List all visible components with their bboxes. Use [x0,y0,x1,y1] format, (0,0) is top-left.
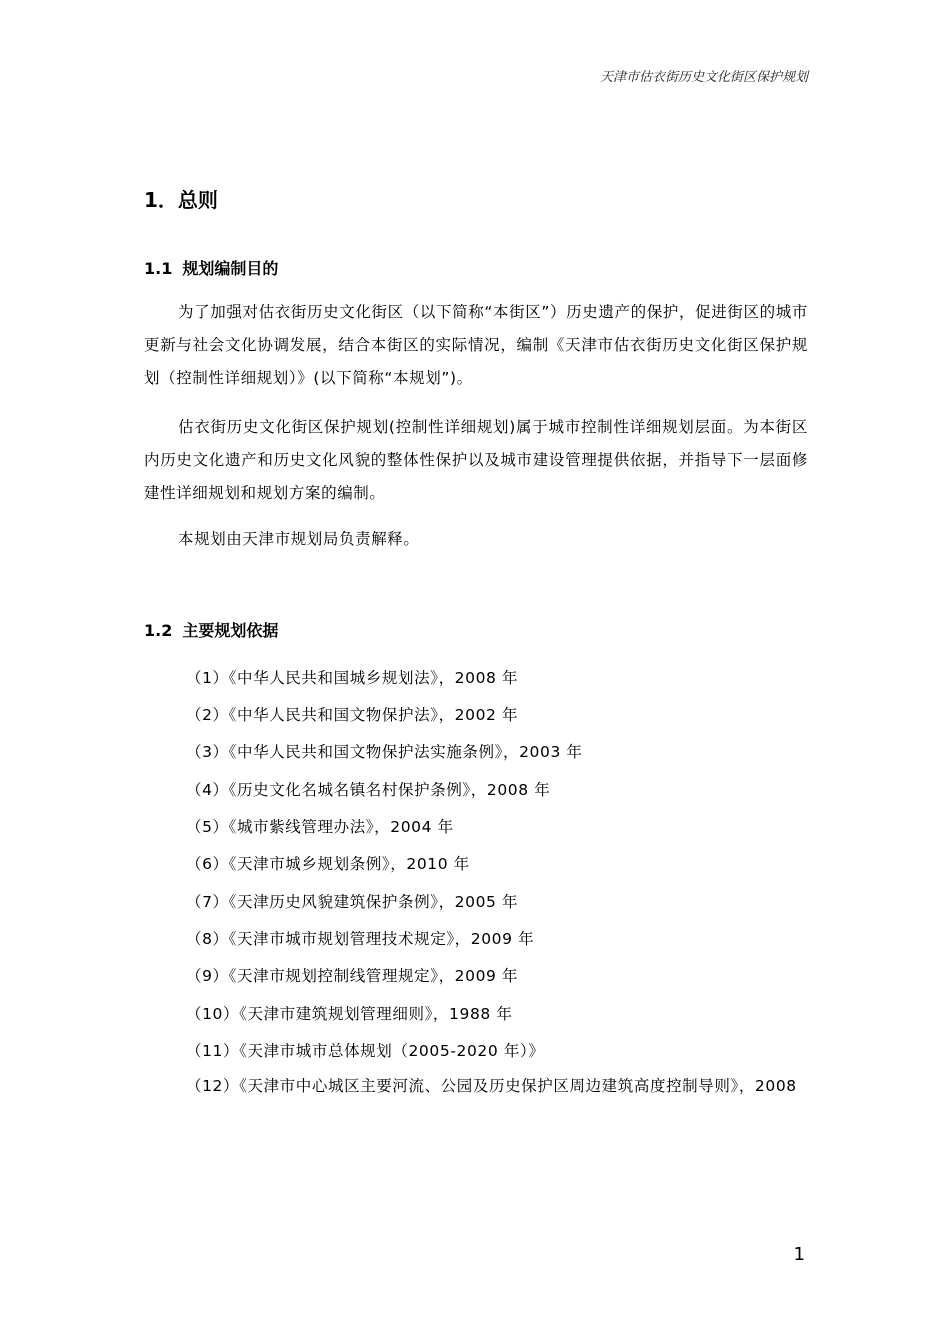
reference-item-6: （6）《天津市城乡规划条例》，2010 年 [186,855,470,873]
subsection-title: 规划编制目的 [182,259,279,278]
subsection-heading-purpose [144,256,278,279]
subsection-title: 主要规划依据 [182,621,279,640]
section-heading-general: 1．总则 [144,188,218,212]
reference-item-1: （1）《中华人民共和国城乡规划法》，2008 年 [186,669,519,687]
reference-item-2: （2）《中华人民共和国文物保护法》，2002 年 [186,706,519,724]
running-header-title: 天津市估衣街历史文化街区保护规划 [599,70,808,85]
page-number: 1 [793,1244,805,1265]
paragraph-purpose-3: 本规划由天津市规划局负责解释。 [178,530,420,548]
reference-item-5: （5）《城市紫线管理办法》，2004 年 [186,818,454,836]
reference-item-8: （8）《天津市城市规划管理技术规定》，2009 年 [186,930,535,948]
subsection-number: 1.2 [144,621,173,640]
subsection-heading-basis [144,618,278,641]
subsection-number: 1.1 [144,259,173,278]
paragraph-purpose-2: 估衣街历史文化街区保护规划(控制性详细规划)属于城市控制性详细规划层面。为本街区内历史文化遗产和历史文化风貌的整体性保护以及城市建设管理提供依据，并指导下一层面修建性详细规划和规划方案的编制。 [144,418,808,502]
reference-item-12: （12）《天津市中心城区主要河流、公园及历史保护区周边建筑高度控制导则》，2008 [186,1077,797,1095]
reference-item-7: （7）《天津历史风貌建筑保护条例》，2005 年 [186,893,519,911]
reference-item-9: （9）《天津市规划控制线管理规定》，2009 年 [186,967,519,985]
paragraph-purpose-1: 为了加强对估衣街历史文化街区（以下简称“本街区”）历史遗产的保护，促进街区的城市更新与社会文化协调发展，结合本街区的实际情况，编制《天津市估衣街历史文化街区保护规划（控制性详细规划）》(以下简称“本规划”)。 [144,303,808,387]
reference-item-3: （3）《中华人民共和国文物保护法实施条例》，2003 年 [186,743,583,761]
reference-item-4: （4）《历史文化名城名镇名村保护条例》，2008 年 [186,781,551,799]
reference-item-10: （10）《天津市建筑规划管理细则》，1988 年 [186,1005,513,1023]
reference-item-11: （11）《天津市城市总体规划（2005-2020 年）》 [186,1042,545,1060]
